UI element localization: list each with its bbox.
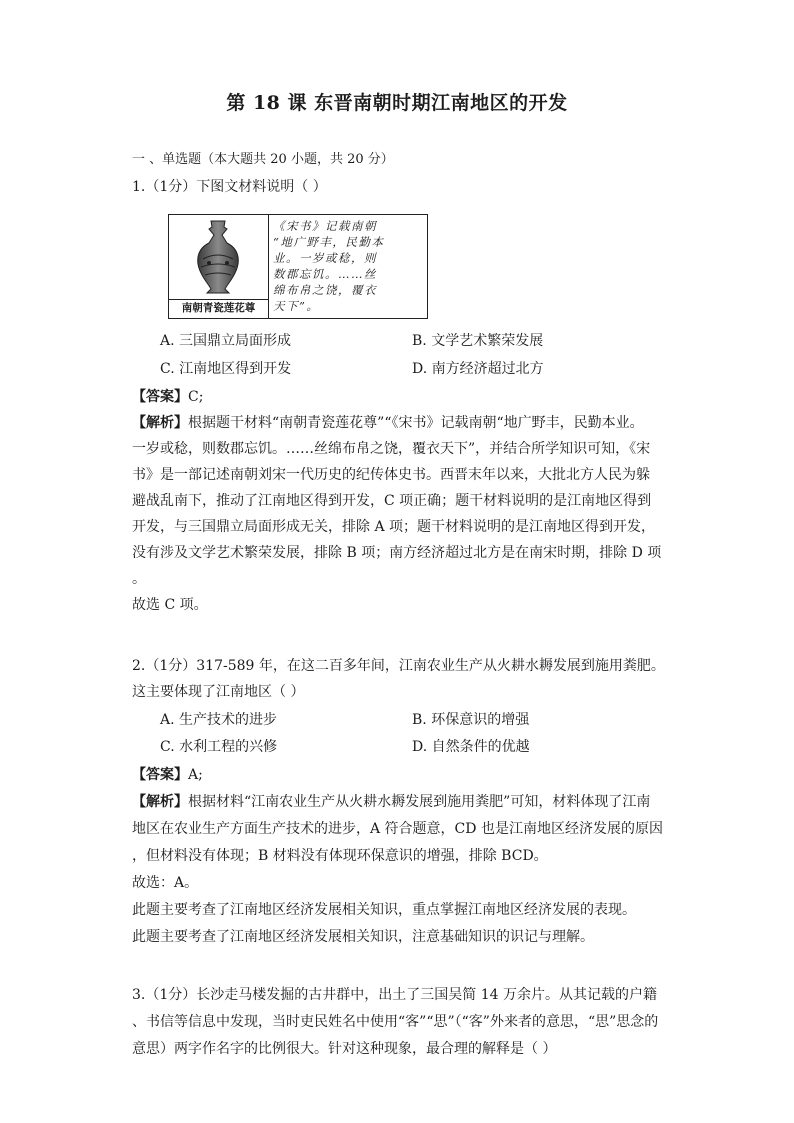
question-1-figure [168,214,428,319]
answer-tag: 【答案】 [132,389,188,405]
question-1-analysis-line: 开发，与三国鼎立局面形成无关，排除 A 项；题干材料说明的是江南地区得到开发， [132,519,656,535]
lotus-vase-icon [169,215,267,299]
answer-tag: 【答案】 [132,767,188,783]
question-2-analysis-line: 故选：A。 [132,875,199,891]
figure-quote-line: 《宋书》记载南朝 [273,219,377,233]
question-2-stem: 2.（1分）317-589 年，在这二百多年间，江南农业生产从火耕水耨发展到施用粪肥。 [132,658,665,674]
answer-value: A; [188,767,203,783]
question-2-option-c: C. 水利工程的兴修 [160,739,278,755]
question-1-answer [132,387,672,407]
question-1-option-a: A. 三国鼎立局面形成 [160,333,292,349]
document-title: 第 18 课 东晋南朝时期江南地区的开发 [226,92,568,114]
question-2-analysis-line [132,792,672,812]
figure-quote-line: 绵布帛之饶，覆衣 [273,283,377,297]
question-2-analysis-line: 此题主要考查了江南地区经济发展相关知识，重点掌握江南地区经济发展的表现。 [132,902,636,918]
section-heading: 一 、单选题（本大题共 20 小题，共 20 分） [132,152,394,167]
answer-value: C; [188,389,204,405]
question-2-option-d: D. 自然条件的优越 [412,739,530,755]
question-2-analysis-line: 地区在农业生产方面生产技术的进步，A 符合题意，CD 也是江南地区经济发展的原因 [132,821,663,837]
figure-quote-line: 天下”。 [273,299,320,313]
question-3-stem: 意思）两字作名字的比例很大。针对这种现象，最合理的解释是（ ） [132,1041,557,1057]
question-2-analysis-line: 此题主要考查了江南地区经济发展相关知识，注意基础知识的识记与理解。 [132,929,594,945]
analysis-text: 根据题干材料“南朝青瓷莲花尊”“《宋书》记载南朝“地广野丰，民勤本业。 [188,415,644,431]
analysis-text: 根据材料“江南农业生产从火耕水耨发展到施用粪肥”可知，材料体现了江南 [188,794,651,810]
question-3-stem: 、书信等信息中发现，当时吏民姓名中使用“客”“思”（“客”外来者的意思，“思”思念的 [132,1014,659,1030]
question-1-stem: 1.（1分）下图文材料说明（ ） [132,179,327,195]
question-2-answer [132,765,672,785]
figure-quote-line: 数郡忘饥。……丝 [273,267,377,281]
figure-quote-line: 业。一岁或稔，则 [273,251,377,265]
figure-quote-line: “地广野丰，民勤本 [273,235,385,249]
question-1-analysis-line: 。 [132,571,146,587]
analysis-tag: 【解析】 [132,415,188,431]
question-1-option-c: C. 江南地区得到开发 [160,361,292,377]
question-2-option-b: B. 环保意识的增强 [412,712,530,728]
figure-quote [273,218,425,314]
question-1-option-d: D. 南方经济超过北方 [412,361,544,377]
question-3-stem: 3.（1分）长沙走马楼发掘的古井群中，出土了三国吴简 14 万余片。从其记载的户籍 [132,987,657,1003]
question-1-analysis-line [132,413,672,433]
question-2-analysis-line: ，但材料没有体现；B 材料没有体现环保意识的增强，排除 BCD。 [132,848,548,864]
question-2-stem: 这主要体现了江南地区（ ） [132,684,305,700]
figure-caption: 南朝青瓷莲花尊 [169,299,268,318]
question-2-option-a: A. 生产技术的进步 [160,712,278,728]
question-1-analysis-line: 书》是一部记述南朝刘宋一代历史的纪传体史书。西晋末年以来，大批北方人民为躲 [132,467,650,483]
question-1-analysis-line: 一岁或稔，则数郡忘饥。……丝绵布帛之饶，覆衣天下”，并结合所学知识可知，《宋 [132,441,651,457]
question-1-analysis-line: 没有涉及文学艺术繁荣发展，排除 B 项；南方经济超过北方是在南宋时期，排除 D 项 [132,545,662,561]
vase-image [169,215,269,318]
question-1-option-b: B. 文学艺术繁荣发展 [412,333,544,349]
question-1-analysis-line: 故选 C 项。 [132,597,208,613]
analysis-tag: 【解析】 [132,794,188,810]
question-1-analysis-line: 避战乱南下，推动了江南地区得到开发，C 项正确；题干材料说明的是江南地区得到 [132,493,652,509]
